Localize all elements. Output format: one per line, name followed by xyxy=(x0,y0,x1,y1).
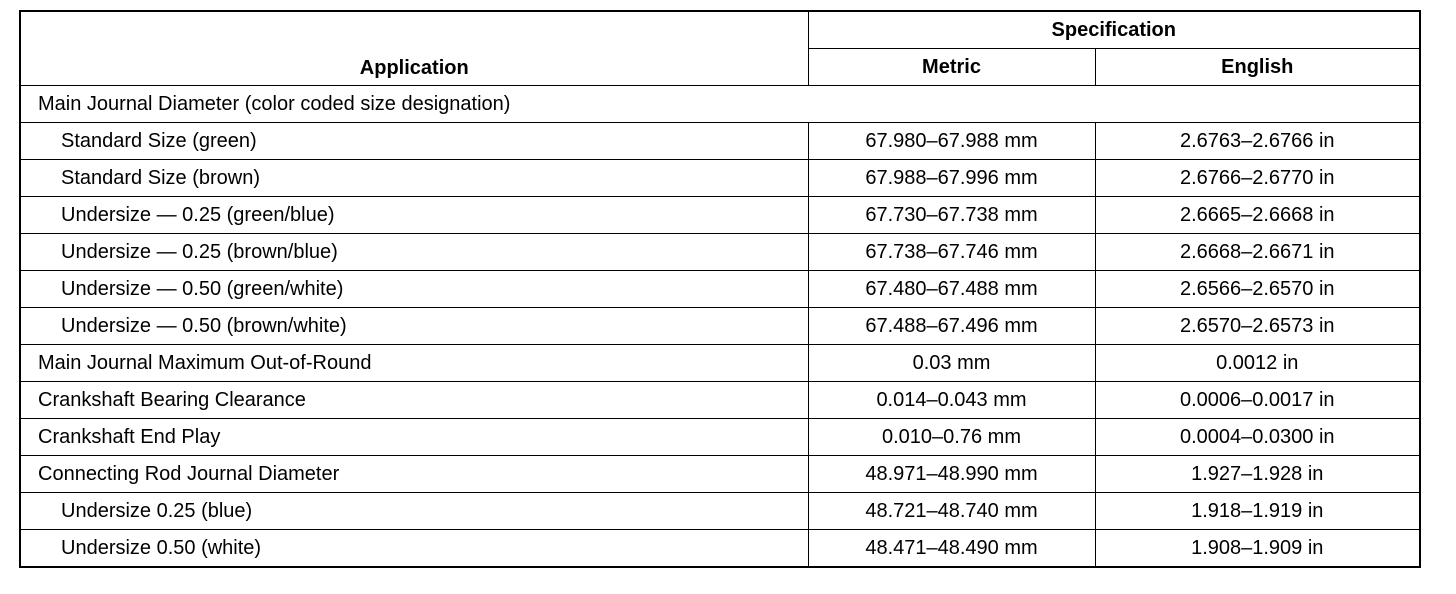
cell-english: 2.6665–2.6668 in xyxy=(1095,197,1420,234)
table-row xyxy=(20,530,1420,568)
table-row xyxy=(20,160,1420,197)
table-row xyxy=(20,345,1420,382)
cell-application: Undersize — 0.50 (green/white) xyxy=(20,271,808,308)
cell-metric: 67.980–67.988 mm xyxy=(808,123,1095,160)
cell-metric: 67.738–67.746 mm xyxy=(808,234,1095,271)
specification-table xyxy=(19,10,1421,568)
cell-application: Undersize 0.25 (blue) xyxy=(20,493,808,530)
cell-metric: 48.721–48.740 mm xyxy=(808,493,1095,530)
cell-metric: 48.471–48.490 mm xyxy=(808,530,1095,568)
cell-application: Main Journal Diameter (color coded size designation) xyxy=(20,86,1420,123)
cell-application: Undersize — 0.25 (brown/blue) xyxy=(20,234,808,271)
cell-metric: 67.988–67.996 mm xyxy=(808,160,1095,197)
cell-english: 2.6766–2.6770 in xyxy=(1095,160,1420,197)
header-row-top xyxy=(20,11,1420,49)
table-row xyxy=(20,197,1420,234)
cell-metric: 67.480–67.488 mm xyxy=(808,271,1095,308)
cell-metric: 67.488–67.496 mm xyxy=(808,308,1095,345)
table-group-row xyxy=(20,86,1420,123)
cell-english: 1.927–1.928 in xyxy=(1095,456,1420,493)
table-row xyxy=(20,308,1420,345)
cell-application: Undersize — 0.25 (green/blue) xyxy=(20,197,808,234)
cell-english: 1.908–1.909 in xyxy=(1095,530,1420,568)
cell-metric: 0.014–0.043 mm xyxy=(808,382,1095,419)
cell-metric: 67.730–67.738 mm xyxy=(808,197,1095,234)
cell-application: Standard Size (brown) xyxy=(20,160,808,197)
cell-english: 2.6668–2.6671 in xyxy=(1095,234,1420,271)
cell-english: 0.0004–0.0300 in xyxy=(1095,419,1420,456)
cell-application: Main Journal Maximum Out-of-Round xyxy=(20,345,808,382)
column-header-specification: Specification xyxy=(808,11,1420,49)
cell-application: Standard Size (green) xyxy=(20,123,808,160)
table-body xyxy=(20,86,1420,568)
cell-application: Undersize 0.50 (white) xyxy=(20,530,808,568)
cell-metric: 48.971–48.990 mm xyxy=(808,456,1095,493)
cell-metric: 0.010–0.76 mm xyxy=(808,419,1095,456)
cell-application: Crankshaft Bearing Clearance xyxy=(20,382,808,419)
column-header-application: Application xyxy=(20,11,808,86)
cell-english: 2.6570–2.6573 in xyxy=(1095,308,1420,345)
cell-english: 1.918–1.919 in xyxy=(1095,493,1420,530)
cell-english: 2.6566–2.6570 in xyxy=(1095,271,1420,308)
table-row xyxy=(20,456,1420,493)
cell-english: 0.0012 in xyxy=(1095,345,1420,382)
cell-application: Connecting Rod Journal Diameter xyxy=(20,456,808,493)
cell-metric: 0.03 mm xyxy=(808,345,1095,382)
table-row xyxy=(20,123,1420,160)
column-header-english: English xyxy=(1095,49,1420,86)
table-header xyxy=(20,11,1420,86)
table-row xyxy=(20,382,1420,419)
table-row xyxy=(20,271,1420,308)
cell-application: Crankshaft End Play xyxy=(20,419,808,456)
table-row xyxy=(20,493,1420,530)
table-row xyxy=(20,234,1420,271)
cell-english: 0.0006–0.0017 in xyxy=(1095,382,1420,419)
column-header-metric: Metric xyxy=(808,49,1095,86)
cell-english: 2.6763–2.6766 in xyxy=(1095,123,1420,160)
cell-application: Undersize — 0.50 (brown/white) xyxy=(20,308,808,345)
table-row xyxy=(20,419,1420,456)
